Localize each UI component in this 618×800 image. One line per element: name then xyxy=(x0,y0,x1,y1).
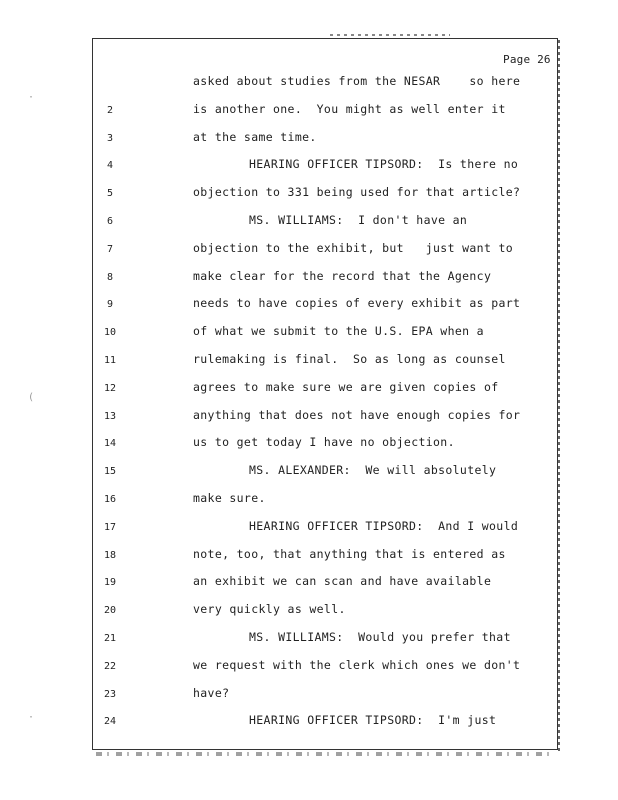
margin-mark: · xyxy=(28,92,35,103)
transcript-line: note, too, that anything that is entered as xyxy=(193,546,506,561)
transcript-line: MS. WILLIAMS: Would you prefer that xyxy=(249,630,511,644)
line-number: 9 xyxy=(106,299,114,311)
line-number: 17 xyxy=(103,521,117,533)
line-number: 5 xyxy=(106,188,114,200)
transcript-line: HEARING OFFICER TIPSORD: Is there no xyxy=(249,157,519,172)
page-number: Page 26 xyxy=(503,53,551,66)
transcript-line: make sure. xyxy=(193,491,266,505)
margin-mark: ( xyxy=(28,392,35,403)
margin-mark: · xyxy=(28,712,35,723)
transcript-line: we request with the clerk which ones we don't xyxy=(193,657,521,672)
line-number: 7 xyxy=(106,243,114,255)
scan-artifact-right xyxy=(558,40,560,752)
transcript-line: MS. ALEXANDER: We will absolutely xyxy=(249,463,497,478)
transcript-line: an exhibit we can scan and have available xyxy=(193,574,492,589)
transcript-line: of what we submit to the U.S. EPA when a xyxy=(193,324,484,339)
line-number: 18 xyxy=(103,549,117,561)
transcript-line: objection to 331 being used for that article? xyxy=(193,185,521,200)
line-number: 12 xyxy=(103,382,117,394)
line-number: 14 xyxy=(103,438,117,450)
transcript-line: rulemaking is final. So as long as counsel xyxy=(193,352,506,366)
transcript-line: needs to have copies of every exhibit as part xyxy=(193,296,521,311)
transcript-line: HEARING OFFICER TIPSORD: I'm just xyxy=(249,713,497,728)
scan-artifact-bottom xyxy=(96,752,556,756)
transcript-line: asked about studies from the NESAR so here xyxy=(193,74,521,88)
transcript-line: is another one. You might as well enter it xyxy=(193,101,506,116)
transcript-line: HEARING OFFICER TIPSORD: And I would xyxy=(249,518,519,533)
line-number: 2 xyxy=(106,104,114,116)
transcript-line: very quickly as well. xyxy=(193,602,346,617)
transcript-line: agrees to make sure we are given copies of xyxy=(193,379,499,394)
transcript-line: make clear for the record that the Agency xyxy=(193,268,492,283)
line-number: 13 xyxy=(103,410,117,422)
line-number: 24 xyxy=(103,716,117,728)
line-number: 22 xyxy=(103,660,117,672)
line-number: 16 xyxy=(103,494,117,505)
transcript-line: anything that does not have enough copies for xyxy=(193,407,521,422)
line-number: 21 xyxy=(103,633,117,644)
transcript-line: MS. WILLIAMS: I don't have an xyxy=(249,213,468,227)
line-number: 23 xyxy=(103,688,117,700)
scan-artifact-top xyxy=(330,34,450,36)
transcript-line: us to get today I have no objection. xyxy=(193,435,455,450)
line-number: 4 xyxy=(106,160,114,172)
line-number: 6 xyxy=(106,216,114,227)
line-number: 3 xyxy=(106,132,114,144)
line-number: 15 xyxy=(103,466,117,478)
line-number: 10 xyxy=(103,327,117,339)
line-number: 19 xyxy=(103,577,117,589)
line-number: 20 xyxy=(103,605,117,617)
transcript-line: have? xyxy=(193,685,230,700)
line-number: 8 xyxy=(106,271,114,283)
transcript-line: objection to the exhibit, but just want to xyxy=(193,240,514,255)
transcript-line: at the same time. xyxy=(193,129,317,144)
line-number: 11 xyxy=(103,355,117,366)
